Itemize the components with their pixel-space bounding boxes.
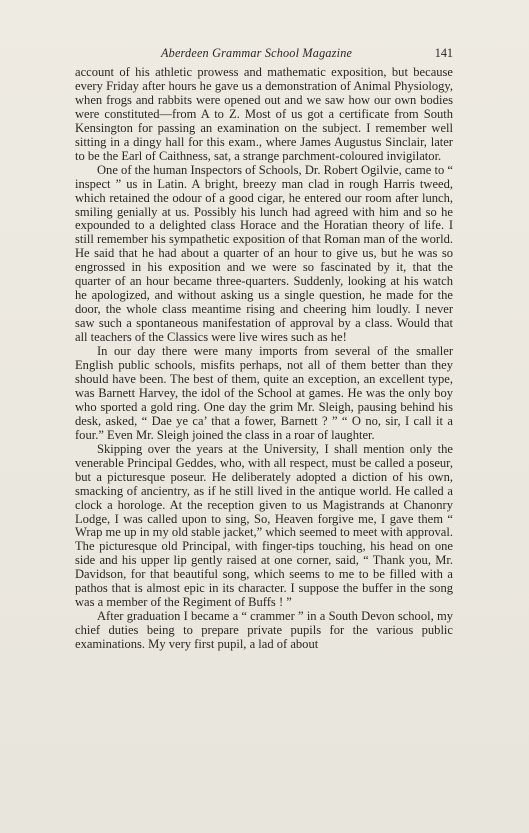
page-number: 141: [434, 46, 453, 60]
paragraph-continued: account of his athletic prowess and mathematic exposition, but because every Friday after hours he gave us a demonstration of Animal Physiology, when frogs and rabbits were opened out and we saw how our own bodies were constituted—from A to Z. Most of us got a certificate from South Kensington for passing an examination on the subject. I remember well sitting in a dingy hall for this exam., where James Augustus Sinclair, later to be the Earl of Caithness, sat, a strange parchment-coloured invigilator.: [75, 65, 453, 163]
paragraph-inspector: One of the human Inspectors of Schools, Dr. Robert Ogilvie, came to “ inspect ” us in Latin. A bright, breezy man clad in rough Harris tweed, which retained the odour of a good cigar, he entered our room after lunch, smiling genially at us. Possibly his lunch had agreed with him and so he expounded to a delighted class Horace and the Horatian theory of life. I still remember his sympathetic exposition of that Roman man of the world. He said that he had about a quarter of an hour to give us, but he was so engrossed in his exposition and we were so fascinated by it, that the quarter of an hour became three-quarters. Suddenly, looking at his watch he apologized, and without asking us a single question, he made for the door, the whole class meantime rising and cheering him loudly. I never saw such a spontaneous manifestation of approval by a class. Would that all teachers of the Classics were live wires such as he!: [75, 162, 453, 345]
running-header: [75, 44, 453, 62]
body-text: [75, 66, 453, 652]
paragraph-university: Skipping over the years at the University, I shall mention only the venerable Principal Geddes, who, with all respect, must be called a poseur, but a picturesque poseur. He deliberately adopted a diction of his own, smacking of ancientry, as if he still lived in the antique world. He called a clock a horologe. At the reception given to us Magistrands at Chanonry Lodge, I was called upon to sing, So, Heaven forgive me, I gave them “ Wrap me up in my old stable jacket,” which seemed to meet with approval. The picturesque old Principal, with finger-tips touching, his head on one side and his upper lip gently raised at one corner, said, “ Thank you, Mr. Davidson, for that beautiful song, which seems to me to be filled with a pathos that is almost epic in its character. I suppose the buffer in the song was a member of the Regiment of Buffs ! ”: [75, 441, 453, 610]
running-title: Aberdeen Grammar School Magazine: [161, 46, 353, 60]
paragraph-graduation: After graduation I became a “ crammer ” in a South Devon school, my chief duties being to prepare private pupils for the various public examinations. My very first pupil, a lad of about: [75, 609, 453, 652]
paragraph-imports: In our day there were many imports from several of the smaller English public schools, misfits perhaps, not all of them better than they should have been. The best of them, quite an exception, an excellent type, was Barnett Harvey, the idol of the School at games. He was the only boy who sported a gold ring. One day the grim Mr. Sleigh, pausing behind his desk, asked, “ Dae ye ca’ that a fower, Barnett ? ” “ O no, sir, I call it a four.” Even Mr. Sleigh joined the class in a roar of laughter.: [75, 344, 453, 442]
